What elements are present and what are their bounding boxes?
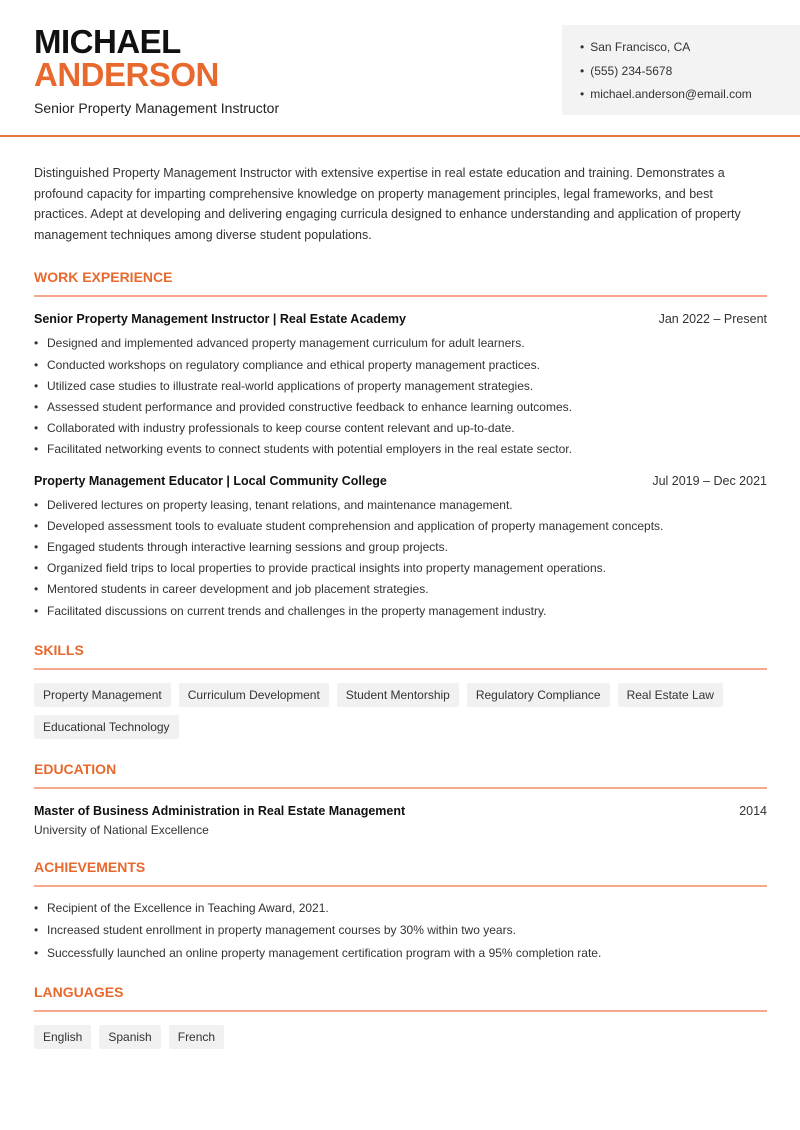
contact-phone: • (555) 234-5678 <box>580 63 800 87</box>
job-bullet: • Organized field trips to local properties to provide practical insights into property management operations. <box>34 558 767 579</box>
degree: Master of Business Administration in Real Estate Management <box>34 803 406 818</box>
job-date: Jul 2019 – Dec 2021 <box>652 473 767 488</box>
achievement-item: • Recipient of the Excellence in Teaching Award, 2021. <box>34 897 767 920</box>
job-bullet: • Assessed student performance and provided constructive feedback to enhance learning outcomes. <box>34 397 767 418</box>
job-date: Jan 2022 – Present <box>658 312 767 327</box>
job-bullet: • Facilitated discussions on current trends and challenges in the property management industry. <box>34 601 767 622</box>
education-year: 2014 <box>739 803 767 818</box>
job-bullets <box>34 333 767 460</box>
summary: Distinguished Property Management Instructor with extensive expertise in real estate education and training. Demonstrates a profound capacity for imparting comprehensive knowledge on property management principles, legal frameworks, and best practices. Adept at developing and delivering engaging curricula designed to enhance understanding and application of property management techniques among diverse student populations. <box>34 166 741 242</box>
contact-location: • San Francisco, CA <box>580 39 800 63</box>
job-bullet: • Conducted workshops on regulatory compliance and ethical property management practices. <box>34 355 767 376</box>
skill-tag: Real Estate Law <box>618 683 723 707</box>
contact-email[interactable]: • michael.anderson@email.com <box>580 86 800 110</box>
skill-tag: Regulatory Compliance <box>467 683 610 707</box>
skills-heading: SKILLS <box>34 642 767 670</box>
job-bullet: • Engaged students through interactive learning sessions and group projects. <box>34 537 767 558</box>
job-title: Property Management Educator | Local Community College <box>34 473 387 488</box>
last-name: ANDERSON <box>34 56 219 93</box>
resume-header <box>0 0 800 137</box>
language-tag: English <box>34 1025 91 1049</box>
skill-tag: Curriculum Development <box>179 683 329 707</box>
languages-heading: LANGUAGES <box>34 984 767 1012</box>
education-entry <box>34 803 767 819</box>
jobs-list <box>34 311 767 621</box>
first-name: MICHAEL <box>34 23 181 60</box>
skill-tag: Student Mentorship <box>337 683 459 707</box>
resume-body <box>34 163 767 1049</box>
contact-box <box>562 25 800 115</box>
job-bullet: • Facilitated networking events to connect students with potential employers in the real estate sector. <box>34 439 767 460</box>
achievements-heading: ACHIEVEMENTS <box>34 859 767 887</box>
job-header <box>34 473 767 489</box>
language-tag: French <box>169 1025 224 1049</box>
achievement-item: • Increased student enrollment in property management courses by 30% within two years. <box>34 919 767 942</box>
job-bullet: • Collaborated with industry professionals to keep course content relevant and up-to-date. <box>34 418 767 439</box>
job-bullet: • Delivered lectures on property leasing, tenant relations, and maintenance management. <box>34 495 767 516</box>
skill-tag: Property Management <box>34 683 171 707</box>
skill-tag: Educational Technology <box>34 715 179 739</box>
job-header <box>34 311 767 327</box>
school: University of National Excellence <box>34 822 209 837</box>
work-heading: WORK EXPERIENCE <box>34 269 767 297</box>
language-tag: Spanish <box>99 1025 160 1049</box>
job-bullets <box>34 495 767 622</box>
job-bullet: • Developed assessment tools to evaluate student comprehension and application of property management concepts. <box>34 516 767 537</box>
job-bullet: • Mentored students in career development and job placement strategies. <box>34 579 767 600</box>
job-bullet: • Utilized case studies to illustrate real-world applications of property management strategies. <box>34 376 767 397</box>
education-heading: EDUCATION <box>34 761 767 789</box>
achievements-list <box>34 897 767 965</box>
skills-list <box>34 683 767 739</box>
achievement-item: • Successfully launched an online property management certification program with a 95% completion rate. <box>34 942 767 965</box>
job-bullet: • Designed and implemented advanced property management curriculum for adult learners. <box>34 333 767 354</box>
languages-list <box>34 1025 767 1049</box>
job-title: Senior Property Management Instructor | Real Estate Academy <box>34 312 406 327</box>
job-title: Senior Property Management Instructor <box>34 100 280 116</box>
